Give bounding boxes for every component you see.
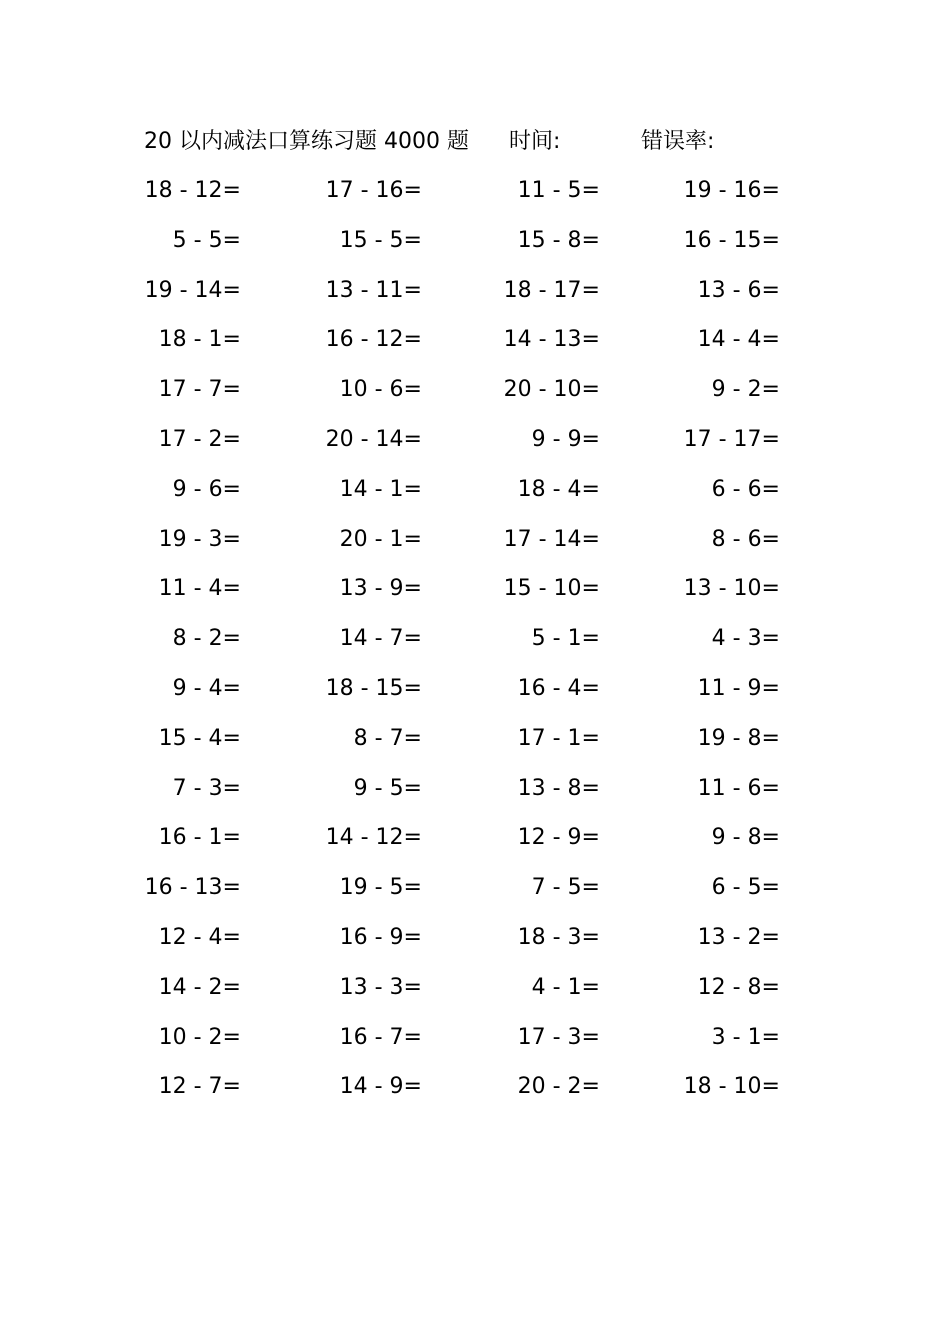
subtraction-problem: 6 - 5= [711,875,780,901]
problem-row [0,968,950,1018]
subtraction-problem: 20 - 1= [339,526,422,552]
subtraction-problem: 13 - 3= [339,974,422,1000]
subtraction-problem: 5 - 5= [172,227,241,253]
subtraction-problem: 18 - 12= [144,178,241,203]
subtraction-problem: 9 - 4= [172,675,241,701]
subtraction-problem: 13 - 11= [325,277,422,303]
subtraction-problem: 13 - 9= [339,576,422,602]
problem-row [0,818,950,868]
subtraction-problem: 19 - 8= [697,725,780,751]
subtraction-problem: 16 - 13= [144,875,241,901]
subtraction-problem: 4 - 1= [531,974,600,1000]
worksheet-title: 20 以内减法口算练习题 4000 题 [144,129,469,154]
problem-row [0,619,950,669]
subtraction-problem: 17 - 3= [517,1024,600,1050]
subtraction-problem: 4 - 3= [711,626,780,652]
subtraction-problem: 9 - 6= [172,476,241,502]
subtraction-problem: 13 - 2= [697,924,780,950]
subtraction-problem: 19 - 16= [683,178,780,203]
subtraction-problem: 8 - 6= [711,526,780,552]
subtraction-problem: 16 - 12= [325,327,422,353]
subtraction-problem: 7 - 3= [172,775,241,801]
subtraction-problem: 16 - 9= [339,924,422,950]
problem-row [0,1067,950,1117]
subtraction-problem: 17 - 2= [158,426,241,452]
subtraction-problem: 17 - 16= [325,178,422,203]
subtraction-problem: 11 - 9= [697,675,780,701]
worksheet-header [0,124,950,160]
problem-grid [0,171,950,1117]
subtraction-problem: 14 - 12= [325,825,422,851]
subtraction-problem: 15 - 4= [158,725,241,751]
subtraction-problem: 5 - 1= [531,626,600,652]
subtraction-problem: 18 - 10= [683,1074,780,1100]
problem-row [0,918,950,968]
subtraction-problem: 18 - 1= [158,327,241,353]
subtraction-problem: 15 - 8= [517,227,600,253]
problem-row [0,769,950,819]
subtraction-problem: 13 - 6= [697,277,780,303]
subtraction-problem: 18 - 3= [517,924,600,950]
subtraction-problem: 14 - 4= [697,327,780,353]
subtraction-problem: 15 - 10= [503,576,600,602]
subtraction-problem: 8 - 7= [353,725,422,751]
subtraction-problem: 18 - 15= [325,675,422,701]
subtraction-problem: 6 - 6= [711,476,780,502]
subtraction-problem: 10 - 6= [339,377,422,403]
subtraction-problem: 8 - 2= [172,626,241,652]
subtraction-problem: 14 - 9= [339,1074,422,1100]
problem-row [0,669,950,719]
subtraction-problem: 17 - 17= [683,426,780,452]
problem-row [0,420,950,470]
subtraction-problem: 12 - 8= [697,974,780,1000]
subtraction-problem: 14 - 1= [339,476,422,502]
subtraction-problem: 13 - 10= [683,576,780,602]
subtraction-problem: 11 - 5= [517,178,600,203]
subtraction-problem: 16 - 4= [517,675,600,701]
subtraction-problem: 19 - 5= [339,875,422,901]
subtraction-problem: 14 - 13= [503,327,600,353]
subtraction-problem: 9 - 8= [711,825,780,851]
subtraction-problem: 14 - 7= [339,626,422,652]
subtraction-problem: 19 - 3= [158,526,241,552]
subtraction-problem: 13 - 8= [517,775,600,801]
problem-row [0,271,950,321]
subtraction-problem: 16 - 1= [158,825,241,851]
problem-row [0,470,950,520]
subtraction-problem: 17 - 1= [517,725,600,751]
subtraction-problem: 20 - 14= [325,426,422,452]
subtraction-problem: 18 - 17= [503,277,600,303]
subtraction-problem: 16 - 7= [339,1024,422,1050]
subtraction-problem: 17 - 14= [503,526,600,552]
subtraction-problem: 18 - 4= [517,476,600,502]
subtraction-problem: 20 - 2= [517,1074,600,1100]
problem-row [0,1018,950,1068]
error-rate-label: 错误率: [641,129,715,154]
subtraction-problem: 19 - 14= [144,277,241,303]
subtraction-problem: 14 - 2= [158,974,241,1000]
subtraction-problem: 17 - 7= [158,377,241,403]
subtraction-problem: 3 - 1= [711,1024,780,1050]
subtraction-problem: 10 - 2= [158,1024,241,1050]
subtraction-problem: 9 - 2= [711,377,780,403]
subtraction-problem: 15 - 5= [339,227,422,253]
problem-row [0,370,950,420]
subtraction-problem: 16 - 15= [683,227,780,253]
problem-row [0,320,950,370]
problem-row [0,520,950,570]
subtraction-problem: 7 - 5= [531,875,600,901]
time-label: 时间: [509,129,561,154]
subtraction-problem: 9 - 5= [353,775,422,801]
subtraction-problem: 9 - 9= [531,426,600,452]
problem-row [0,221,950,271]
subtraction-problem: 11 - 4= [158,576,241,602]
problem-row [0,569,950,619]
problem-row [0,868,950,918]
subtraction-problem: 12 - 7= [158,1074,241,1100]
subtraction-problem: 11 - 6= [697,775,780,801]
problem-row [0,719,950,769]
subtraction-problem: 20 - 10= [503,377,600,403]
subtraction-problem: 12 - 9= [517,825,600,851]
problem-row [0,171,950,221]
subtraction-problem: 12 - 4= [158,924,241,950]
